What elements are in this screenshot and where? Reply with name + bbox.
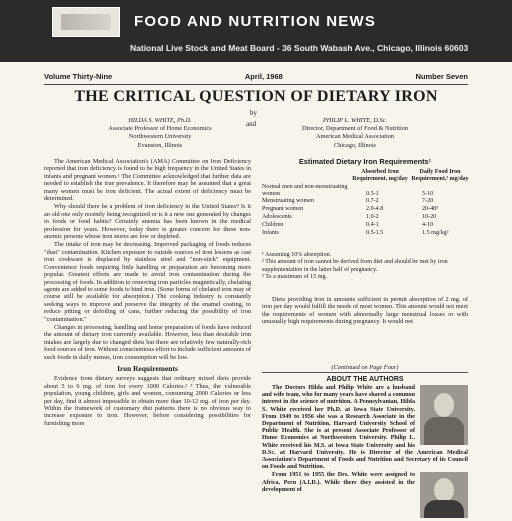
table-cell-group: Infants bbox=[262, 230, 279, 236]
table-row bbox=[262, 206, 472, 214]
author-2-place: Chicago, Illinois bbox=[334, 141, 376, 149]
volume-label: Volume Thirty-Nine bbox=[44, 72, 113, 81]
footnote: ¹ Assuming 10% absorption. bbox=[262, 252, 332, 258]
author-2 bbox=[290, 117, 420, 150]
paragraph: Changes in processing, handling and home preparation of foods have reduced the amount of dietary iron currently available. However, less than desirable iron intakes are largely due to changed diets but there are relatively few naturally-rich food sources of iron. Without conscientious effort to include sufficient amounts of such foods in daily menus, iron consumption will be low. bbox=[44, 323, 251, 361]
author-2-title: Director, Department of Food & Nutrition bbox=[301, 125, 409, 133]
table-cell-food: 7-20 bbox=[422, 198, 434, 204]
issue-info-bar bbox=[44, 72, 468, 81]
paragraph: Why should there be a problem of iron deficiency in the United States? Is it an old one only recently being recognized or is it a new one generated by changes in foods or food habits? Certainly anemia has been known in the medical profession for years. However, today there is greater concern for these non-anemic persons whose iron stores are low or depleted. bbox=[44, 203, 251, 241]
table-cell-food: 20-48³ bbox=[422, 206, 439, 212]
table-cell-group: Normal men and non-menstruating women bbox=[262, 184, 348, 197]
meat-board-logo bbox=[52, 7, 120, 37]
table-col-food: Daily Food Iron Requirement,² mg/day bbox=[411, 169, 469, 182]
author-photo-hilda bbox=[420, 385, 468, 445]
table-title: Estimated Dietary Iron Requirements¹ bbox=[298, 157, 432, 166]
table-cell-food: 10-20 bbox=[422, 214, 437, 220]
author-1-org: Northwestern University bbox=[128, 133, 192, 141]
table-cell-absorbed: 1.0-2 bbox=[366, 214, 379, 220]
table-row bbox=[262, 222, 472, 230]
issue-date: April, 1968 bbox=[244, 72, 283, 81]
author-1-title: Associate Professor of Home Economics bbox=[108, 125, 212, 133]
paragraph: The Doctors Hilda and Philip White are a husband and wife team, who for many years have shared a common interest in the science of nutrition. A Pennsylvanian, Hilda S. White received her Ph.D. at Iowa State University. From 1949 to 1956 she was a Research Associate in the Department of Nutrition, Harvard University School of Public Health. She is at present Associate Professor of Home Economics at Northwestern University. Philip L. White received his M.S. at Iowa State University and his D.Sc. at Harvard University. He is Director of the American Medical Association's Department of Foods and Nutrition and Secretary of its Council on Foods and Nutrition. bbox=[262, 385, 468, 471]
issue-number: Number Seven bbox=[415, 72, 468, 81]
paragraph: Diets providing iron in amounts sufficient to permit absorption of 2 mg. of iron per day would fulfill the needs of most women. This amount would not meet the requirements of women with abnormally large menstrual losses or with unusually high requirements during pregnancy. It would not bbox=[262, 296, 468, 326]
divider-rule bbox=[44, 84, 468, 85]
table-cell-absorbed: 0.4-1 bbox=[366, 222, 379, 228]
table-row bbox=[262, 198, 472, 206]
divider-rule bbox=[262, 372, 468, 373]
paragraph: From 1951 to 1955 the Drs. White were assigned to Africa, Peru (A.I.D.). While there they assisted in the development of bbox=[262, 472, 415, 493]
byline-and: and bbox=[246, 120, 257, 128]
paragraph: Evidence from dietary surveys suggests that ordinary mixed diets provide about 5 to 6 mg. of iron for every 1000 Calories.² ³ Thus, the vulnerable population, young children, girls and women, consuming 2000 Calories or less per day, find it almost impossible to obtain more than 10-12 mg. of iron per day. Within the framework of customary diet patterns there is no obvious way to increase exposure to iron. However, before considering possibilities for furnishing more bbox=[44, 375, 251, 427]
byline-by: by bbox=[250, 109, 257, 117]
table-cell-group: Children bbox=[262, 222, 284, 228]
table-row bbox=[262, 184, 472, 197]
left-column-article bbox=[44, 158, 251, 512]
table-cell-absorbed: 0.7-2 bbox=[366, 198, 379, 204]
table-cell-group: Pregnant women bbox=[262, 206, 304, 212]
table-cell-absorbed: 0.5-1.5 bbox=[366, 230, 384, 236]
table-cell-food: 5-10 bbox=[422, 191, 434, 197]
author-2-name: PHILIP L. WHITE, D.Sc. bbox=[322, 117, 388, 124]
table-row bbox=[262, 230, 472, 238]
masthead bbox=[0, 0, 512, 62]
publication-title: FOOD AND NUTRITION NEWS bbox=[134, 13, 377, 30]
author-2-org: American Medical Association bbox=[316, 133, 394, 141]
paragraph: The American Medical Association's (AMA) Committee on Iron Deficiency reported that iron deficiency is found to be high frequency in the United States in infants and pregnant women.¹ The Committee acknowledged that further data are needed to establish the true prevalence. It therefore may be assumed that a great many women must be iron deficient. The actual extent of deficiency must be determined. bbox=[44, 158, 251, 203]
table-row bbox=[262, 214, 472, 222]
author-1-name: HILDA S. WHITE, Ph.D. bbox=[128, 117, 192, 124]
table-cell-absorbed: 0.5-1 bbox=[366, 191, 379, 197]
footnote: ² This amount of iron cannot be derived from diet and should be met by iron supplementation in the latter half of pregnancy. bbox=[262, 259, 448, 273]
right-column-text bbox=[262, 296, 468, 327]
table-cell-group: Menstruating women bbox=[262, 198, 314, 204]
table-footnotes bbox=[262, 252, 468, 282]
continued-note: (Continued on Page Four) bbox=[331, 364, 399, 371]
article-headline: THE CRITICAL QUESTION OF DIETARY IRON bbox=[74, 88, 438, 105]
table-cell-food: 4-10 bbox=[422, 222, 434, 228]
table-cell-absorbed: 2.0-4.8 bbox=[366, 206, 384, 212]
publisher-address: National Live Stock and Meat Board - 36 South Wabash Ave., Chicago, Illinois 60603 bbox=[130, 43, 469, 53]
about-authors-heading: ABOUT THE AUTHORS bbox=[326, 376, 404, 383]
paragraph: The intake of iron may be decreasing. Improved packaging of foods reduces "dust" contamination. Kitchen exposure to outside sources of iron lessens as cast iron cookware is displaced by stainless steel and "non-stick" equipment. Convenience foods requiring little handling or preparation are becoming more popular. Greatest efforts are made to avoid iron contamination during the processing of foods. In addition to removing iron particles magnetically, chelating agents are added to some foods to bind iron. (Some forms of chelated iron may of course still be available for absorption.) The cooking industry is constantly seeking ways to improve and preserve the integrity of the enamel coating, to reduce pitting or defoiling of cans, further reducing the possibility of iron "contamination." bbox=[44, 241, 251, 323]
logo-mark bbox=[61, 14, 111, 30]
footnote: ³ To a maximum of 15 mg. bbox=[262, 274, 328, 281]
author-1 bbox=[100, 117, 220, 150]
table-cell-group: Adolescents bbox=[262, 214, 292, 220]
table-col-absorbed: Absorbed Iron Requirement, mg/day bbox=[352, 169, 408, 182]
section-heading: Iron Requirements bbox=[117, 363, 178, 373]
about-authors-text bbox=[262, 385, 468, 521]
table-cell-food: 1.5 mg/kg² bbox=[422, 230, 449, 236]
author-1-place: Evanston, Illinois bbox=[137, 141, 183, 149]
